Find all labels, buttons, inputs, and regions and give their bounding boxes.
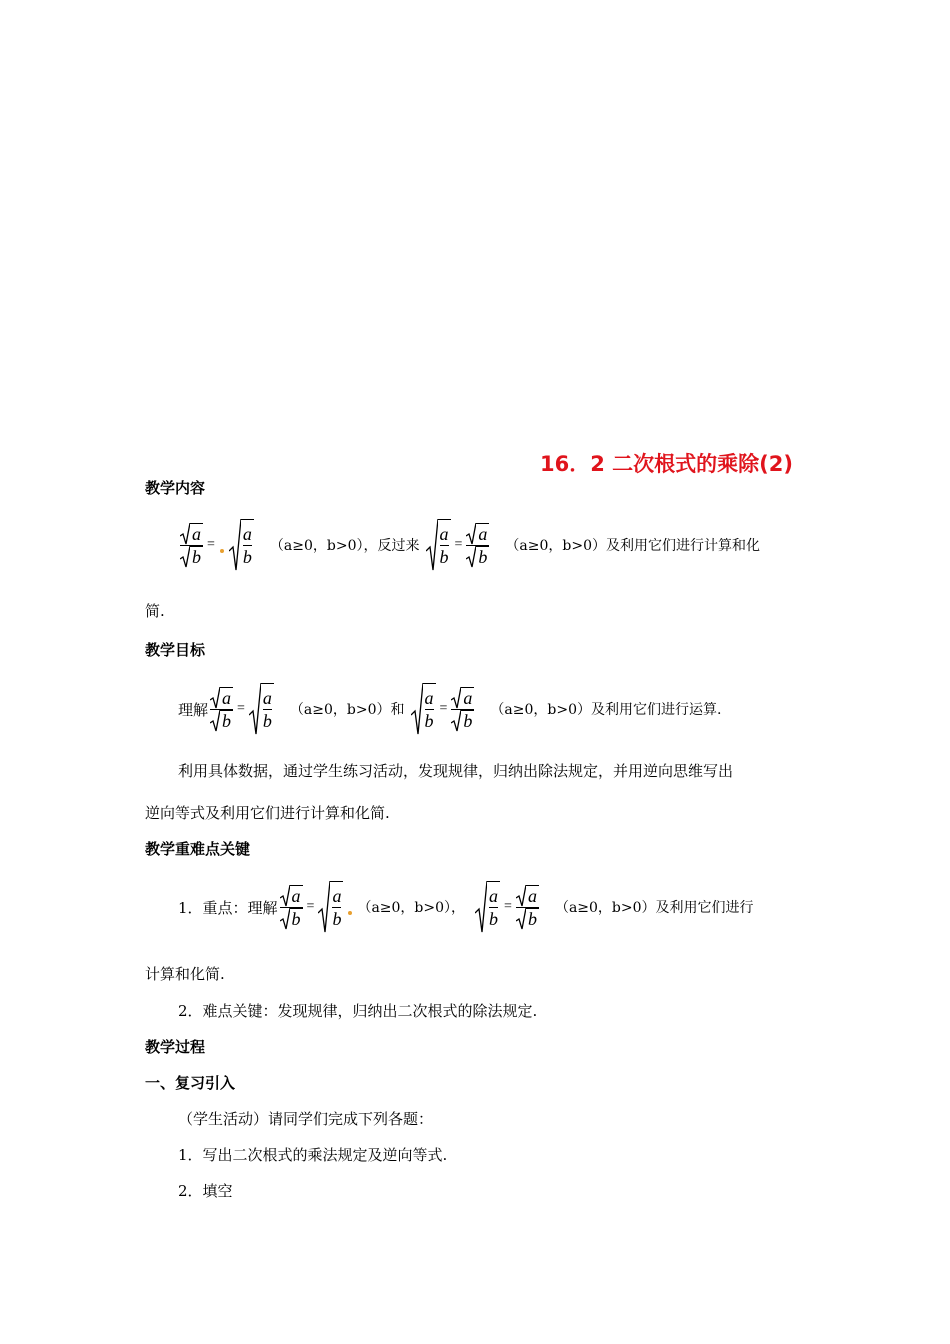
sqrt-of-fraction: $\frac{a}{b}$ <box>318 881 343 933</box>
sqrt-of-fraction: $\frac{a}{b}$ <box>411 683 436 735</box>
sqrt-of-fraction: $\frac{a}{b}$ <box>229 519 254 571</box>
key-tail: 计算和化简. <box>145 965 225 983</box>
mark-dot <box>348 911 352 915</box>
review-item-1: 1．写出二次根式的乘法规定及逆向等式. <box>178 1146 448 1164</box>
sqrt-of-fraction: $\frac{a}{b}$ <box>249 683 274 735</box>
fraction-sqrt-a-over-sqrt-b: $\frac{a}{b}$ <box>280 885 303 930</box>
fraction-sqrt-a-over-sqrt-b: $\frac{a}{b}$ <box>516 885 539 930</box>
sqrt-of-fraction: $\frac{a}{b}$ <box>475 881 500 933</box>
sqrt-of-fraction: $\frac{a}{b}$ <box>426 519 451 571</box>
content-formula-line: $\frac{a}{b}$ = $\frac{a}{b}$ （a≥0，b>0），反过来 $\frac{a}{b}$ = $\frac{a}{b}$ （a≥0，b>0）及利用它们进行计算和化 <box>178 516 760 574</box>
key-point-2: 2．难点关键：发现规律，归纳出二次根式的除法规定. <box>178 1002 538 1020</box>
goals-para-line2: 逆向等式及利用它们进行计算和化简. <box>145 804 390 822</box>
review-item-2: 2．填空 <box>178 1182 233 1200</box>
heading-review: 一、复习引入 <box>145 1074 236 1092</box>
page-title: 16．2 二次根式的乘除(2) <box>540 452 793 476</box>
goals-para-line1: 利用具体数据，通过学生练习活动，发现规律，归纳出除法规定，并用逆向思维写出 <box>178 762 734 780</box>
fraction-sqrt-a-over-sqrt-b: $\frac{a}{b}$ <box>210 687 233 732</box>
heading-key-points: 教学重难点关键 <box>145 840 251 858</box>
fraction-sqrt-a-over-sqrt-b: $\frac{a}{b}$ <box>466 523 489 568</box>
mark-dot <box>220 549 224 553</box>
fraction-sqrt-a-over-sqrt-b: $\frac{a}{b}$ <box>180 523 203 568</box>
fraction-sqrt-a-over-sqrt-b: $\frac{a}{b}$ <box>451 687 474 732</box>
heading-content: 教学内容 <box>145 479 206 497</box>
heading-process: 教学过程 <box>145 1038 206 1056</box>
key-formula-line: 1．重点：理解 $\frac{a}{b}$ = $\frac{a}{b}$ （a≥0，b>0）， $\frac{a}{b}$ = $\frac{a}{b}$ （a≥0，b>0）及利用它们进行 <box>178 878 754 936</box>
goals-formula-line: 理解 $\frac{a}{b}$ = $\frac{a}{b}$ （a≥0，b>0）和 $\frac{a}{b}$ = $\frac{a}{b}$ （a≥0，b>0）及利用它们进行运算. <box>178 680 721 738</box>
review-activity: （学生活动）请同学们完成下列各题： <box>178 1110 434 1128</box>
content-tail: 简. <box>145 602 165 620</box>
heading-goals: 教学目标 <box>145 641 206 659</box>
